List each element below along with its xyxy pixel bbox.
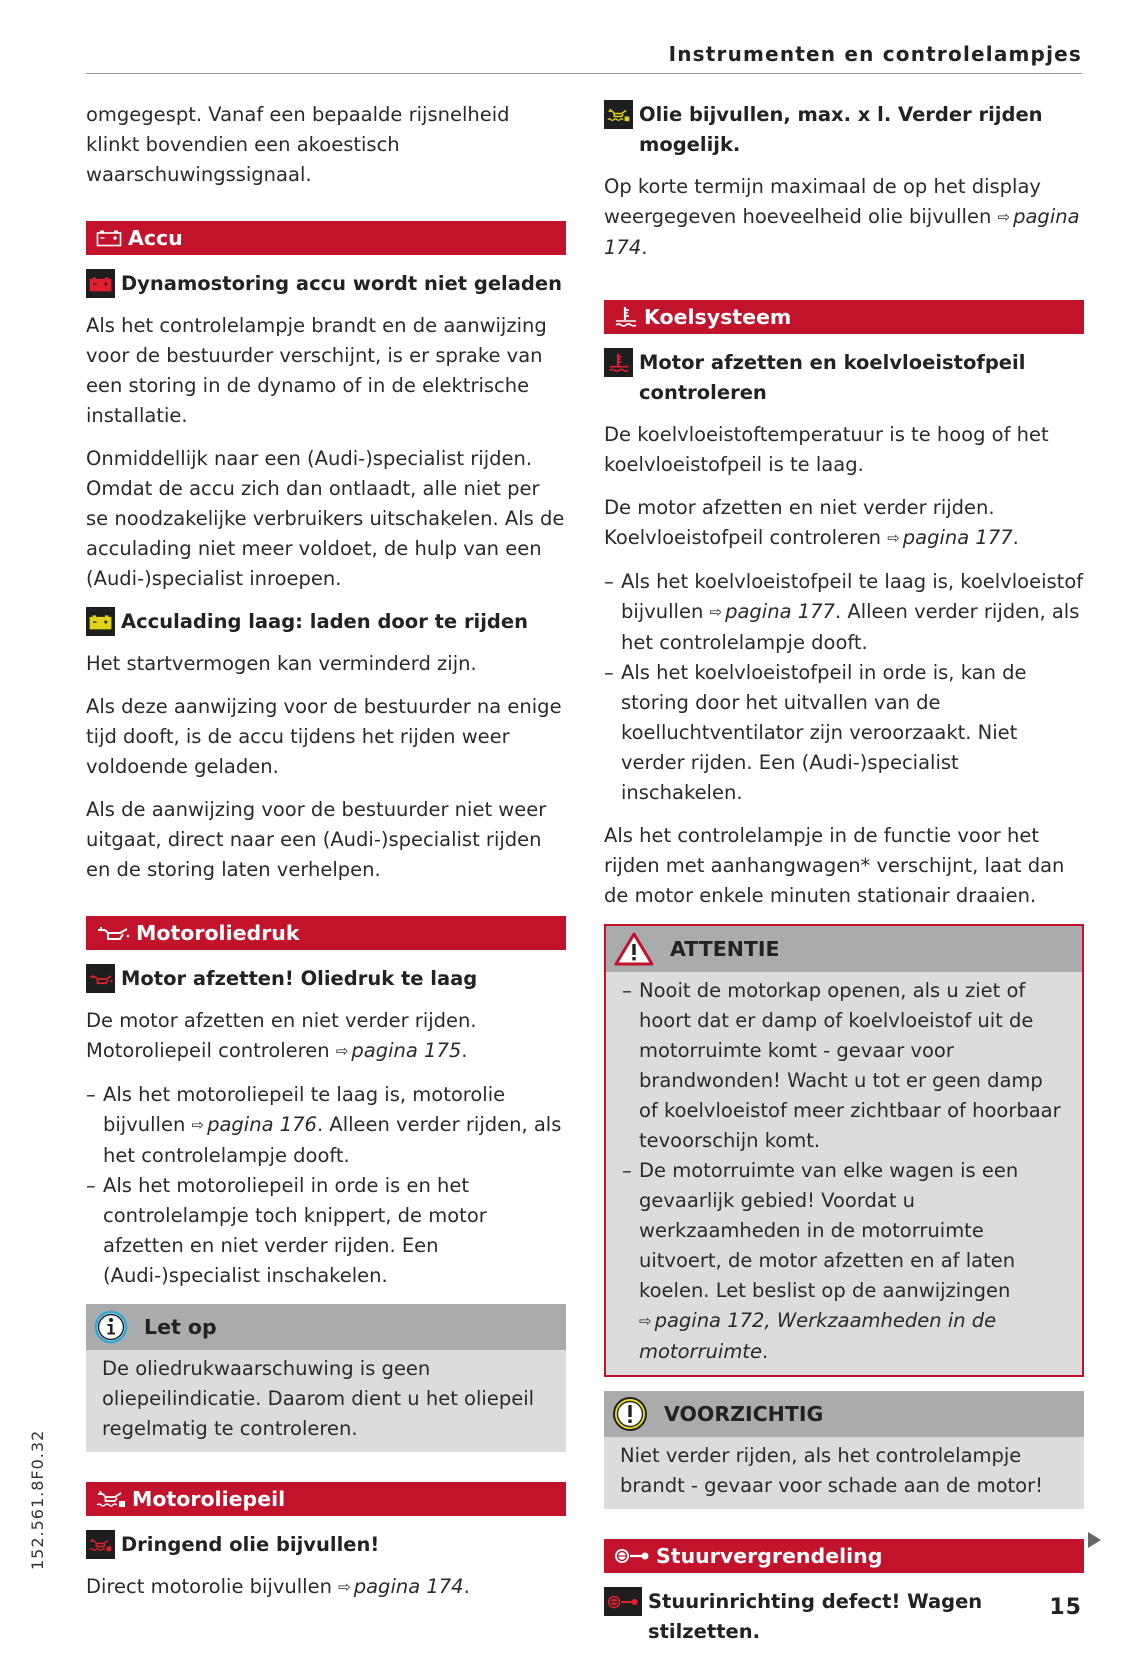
page-reference-link[interactable]: ⇨ pagina 174 [604,205,1080,259]
lamp-heading-text: Motor afzetten! Oliedruk te laag [121,967,478,990]
note-box-attentie [604,924,1084,1377]
note-body [604,1437,1084,1509]
list-item: – Nooit de motorkap openen, als u ziet of hoort dat er damp of koelvloeistof uit de motorruimte komt - gevaar voor brandwonden! Wacht u tot er geen damp of koelvloeistof meer zichtbaar of hoorbaar tevoorschijn komt. [622,976,1066,1156]
continue-arrow-icon [1088,1532,1101,1548]
left-column [86,100,566,1616]
lamp-heading [604,1587,1084,1647]
page-reference-link[interactable]: ⇨ pagina 174 [338,1575,464,1598]
page-reference-link[interactable]: ⇨ pagina 176 [191,1113,317,1136]
list-item: – Als het motoroliepeil te laag is, motorolie bijvullen ⇨ pagina 176. Alleen verder rijden, als het controlelampje dooft. [86,1080,566,1171]
note-title: VOORZICHTIG [664,1402,824,1426]
list-item: – De motorruimte van elke wagen is een gevaarlijk gebied! Voordat u werkzaamheden in de motorruimte uitvoert, de motor afzetten en af laten koelen. Let beslist op de aanwijzingen ⇨ pagina 172, Werkzaamheden in de motorruimte. [622,1156,1066,1367]
section-accu [86,221,566,255]
oil-level-yellow-icon [604,100,633,129]
arrow-right-icon: ⇨ [191,1116,205,1134]
section-title: Accu [128,226,183,250]
section-title: Stuurvergrendeling [656,1544,883,1568]
list-item: – Als het koelvloeistofpeil te laag is, koelvloeistof bijvullen ⇨ pagina 177. Alleen verder rijden, als het controlelampje dooft. [604,567,1084,658]
document-code: 152.561.8F0.32 [28,1429,47,1570]
section-stuurvergrendeling [604,1539,1084,1573]
page-title: Instrumenten en controlelampjes [668,42,1082,66]
bullet-list [622,976,1066,1367]
arrow-right-icon: ⇨ [335,1042,349,1060]
arrow-right-icon: ⇨ [338,1578,351,1596]
note-body [86,1350,566,1452]
lamp-heading [86,269,566,299]
lamp-heading [604,100,1084,160]
lamp-heading-text: Acculading laag: laden door te rijden [121,610,528,633]
note-text: Niet verder rijden, als het controlelampje brandt - gevaar voor schade aan de motor! [620,1444,1043,1497]
coolant-temperature-red-icon [604,348,633,377]
coolant-temperature-icon [614,305,638,329]
paragraph: De motor afzetten en niet verder rijden. Motoroliepeil controleren ⇨ pagina 175. [86,1009,477,1062]
section-title: Motoroliedruk [136,921,300,945]
section-koelsysteem [604,300,1084,334]
lamp-heading-text: Motor afzetten en koelvloeistofpeil controleren [639,351,1026,404]
page-header [86,38,1082,74]
steering-lock-icon [614,1547,650,1565]
list-item: – Als het motoroliepeil in orde is en het controlelampje toch knippert, de motor afzetten en niet verder rijden. Een (Audi-)specialist inschakelen. [86,1171,566,1291]
oil-can-red-icon [86,964,115,993]
paragraph: Als het controlelampje brandt en de aanwijzing voor de bestuurder verschijnt, is er sprake van een storing in de dynamo of in de elektrische installatie. [86,314,547,427]
lamp-heading [604,348,1084,408]
section-title: Motoroliepeil [132,1487,286,1511]
paragraph: Als het controlelampje in de functie voor het rijden met aanhangwagen* verschijnt, laat dan de motor enkele minuten stationair draaien. [604,824,1065,907]
arrow-right-icon: ⇨ [887,529,900,547]
page-reference-link[interactable]: ⇨ pagina 177 [887,526,1013,549]
steering-lock-red-icon [604,1587,642,1616]
page-number: 15 [1049,1595,1082,1620]
page-reference-link[interactable]: ⇨ pagina 172, Werkzaamheden in de motorruimte [639,1309,997,1363]
page-reference-link[interactable]: ⇨ pagina 177 [709,600,835,623]
oil-level-icon [96,1489,126,1509]
battery-yellow-icon [86,607,115,636]
section-motoroliepeil [86,1482,566,1516]
section-motoroliedruk [86,916,566,950]
note-body [606,972,1082,1375]
lamp-heading-text: Dringend olie bijvullen! [121,1533,380,1556]
note-text: De oliedrukwaarschuwing is geen oliepeilindicatie. Daarom dient u het oliepeil regelmatig te controleren. [102,1357,535,1440]
arrow-right-icon: ⇨ [997,208,1011,226]
page-reference-link[interactable]: ⇨ pagina 175 [335,1039,462,1062]
paragraph: Het startvermogen kan verminderd zijn. [86,652,477,675]
lamp-heading-text: Olie bijvullen, max. x l. Verder rijden mogelijk. [639,103,1043,156]
paragraph: De motor afzetten en niet verder rijden. Koelvloeistofpeil controleren ⇨ pagina 177. [604,496,1019,549]
bullet-list [604,567,1084,808]
paragraph: De koelvloeistoftemperatuur is te hoog of het koelvloeistofpeil is te laag. [604,423,1049,476]
note-title: ATTENTIE [670,937,780,961]
note-box-let-op [86,1304,566,1452]
lamp-heading [86,964,566,994]
section-title: Koelsysteem [644,305,792,329]
note-title: Let op [144,1315,217,1339]
arrow-right-icon: ⇨ [709,603,723,621]
intro-paragraph: omgegespt. Vanaf een bepaalde rijsnelheid klinkt bovendien een akoestisch waarschuwingssignaal. [86,103,510,186]
note-header [604,1391,1084,1437]
paragraph: Als de aanwijzing voor de bestuurder niet weer uitgaat, direct naar een (Audi-)specialist rijden en de storing laten verhelpen. [86,798,547,881]
paragraph: Onmiddellijk naar een (Audi-)specialist rijden. Omdat de accu zich dan ontlaadt, alle niet per se noodzakelijke verbruikers uitschakelen. Als de acculading niet meer voldoet, de hulp van een (Audi-)specialist inroepen. [86,447,565,590]
lamp-heading-text: Stuurinrichting defect! Wagen stilzetten. [648,1590,983,1643]
warning-triangle-icon [614,932,654,966]
note-header [86,1304,566,1350]
lamp-heading [86,607,566,637]
paragraph: Als deze aanwijzing voor de bestuurder na enige tijd dooft, is de accu tijdens het rijden weer voldoende geladen. [86,695,562,778]
oil-can-icon [96,924,130,942]
right-column [604,100,1084,1654]
battery-icon [96,229,122,247]
list-item: – Als het koelvloeistofpeil in orde is, kan de storing door het uitvallen van de koelluchtventilator zijn veroorzaakt. Niet verder rijden. Een (Audi-)specialist inschakelen. [604,658,1084,808]
info-icon [94,1310,128,1344]
caution-exclamation-icon [612,1396,648,1432]
note-box-voorzichtig [604,1391,1084,1509]
arrow-right-icon: ⇨ [639,1312,652,1330]
battery-red-icon [86,269,115,298]
paragraph: Direct motorolie bijvullen ⇨ pagina 174. [86,1575,470,1598]
paragraph: Op korte termijn maximaal de op het display weergegeven hoeveelheid olie bijvullen ⇨ pagina 174. [604,175,1080,259]
oil-level-red-icon [86,1530,115,1559]
lamp-heading [86,1530,566,1560]
note-header [606,926,1082,972]
lamp-heading-text: Dynamostoring accu wordt niet geladen [121,272,562,295]
bullet-list [86,1080,566,1291]
